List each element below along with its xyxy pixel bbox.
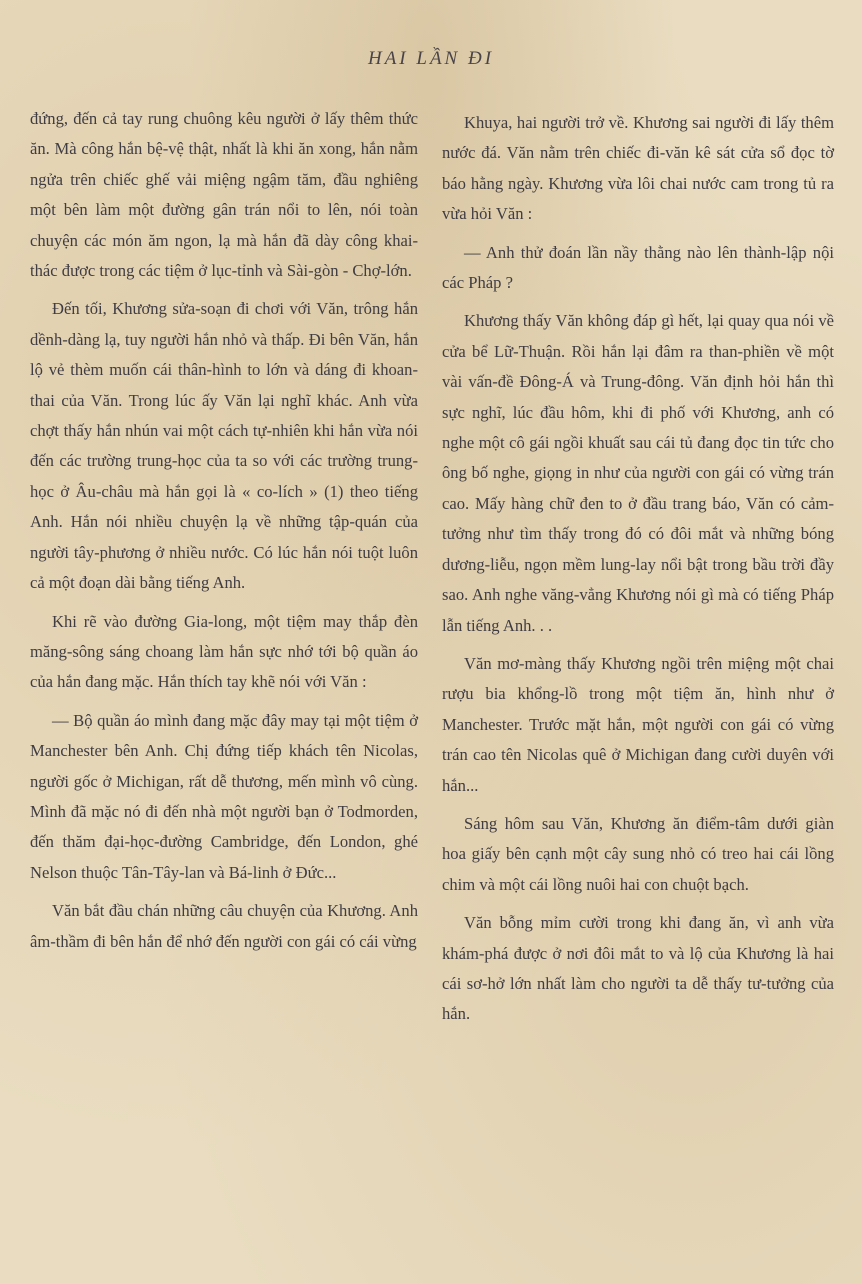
paragraph: Đến tối, Khương sửa-soạn đi chơi với Văn, trông hắn dềnh-dàng lạ, tuy người hắn nhỏ và thấp. Đi bên Văn, hắn lộ vẻ thèm muốn cái thân-hình to lớn và dáng đi khoan-thai của Văn. Trong lúc ấy Văn lại nghĩ khác. Anh vừa chợt thấy hắn nhún vai một cách tự-nhiên khi hắn vừa nói đến các trường trung-học của ta so với các trường trung-học ở Âu-châu mà hắn gọi là « co-lích » (1) theo tiếng Anh. Hắn nói nhiều chuyện lạ về những tập-quán của người tây-phương ở nhiều nước. Có lúc hắn nói tuột luôn cả một đoạn dài bằng tiếng Anh. xyxy=(30,299,418,593)
paragraph: đứng, đến cả tay rung chuông kêu người ở lấy thêm thức ăn. Mà công hắn bệ-vệ thật, nhất là khi ăn xong, hắn nằm ngửa trên chiếc ghế vải miệng ngậm tăm, đầu nghiêng một bên làm một đường gân trán nổi to lên, nói toàn chuyện các món ăm ngon, lạ mà hắn đã dày công khai-thác được trong các tiệm ở lục-tỉnh và Sài-gòn - Chợ-lớn. xyxy=(30,109,418,281)
right-column xyxy=(442,108,834,1038)
left-column xyxy=(30,104,418,965)
paragraph: — Bộ quần áo mình đang mặc đây may tại một tiệm ở Manchester bên Anh. Chị đứng tiếp khách tên Nicolas, người gốc ở Michigan, rất dễ thương, mến mình vô cùng. Mình đã mặc nó đi đến nhà một người bạn ở Todmorden, đến thăm đại-học-đường Cambridge, đến London, ghé Nelson thuộc Tân-Tây-lan và Bá-linh ở Đức... xyxy=(30,710,418,882)
paragraph: — Anh thử đoán lần nầy thằng nào lên thành-lập nội các Pháp ? xyxy=(442,242,834,293)
paragraph: Sáng hôm sau Văn, Khương ăn điểm-tâm dưới giàn hoa giấy bên cạnh một cây sung nhỏ có treo hai cái lồng chim và một cái lồng nuôi hai con chuột bạch. xyxy=(442,813,834,894)
paragraph: Văn bỗng mỉm cười trong khi đang ăn, vì anh vừa khám-phá được ở nơi đôi mắt to và lộ của Khương là hai cái sơ-hở lớn nhất làm cho người ta dễ thấy tư-tưởng của hắn. xyxy=(442,913,834,1024)
paragraph: Khi rẽ vào đường Gia-long, một tiệm may thắp đèn măng-sông sáng choang làm hắn sực nhớ tới bộ quần áo của hắn đang mặc. Hắn thích tay khẽ nói với Văn : xyxy=(30,611,418,692)
paragraph: Văn mơ-màng thấy Khương ngồi trên miệng một chai rượu bia khổng-lồ trong một tiệm ăn, hình như ở Manchester. Trước mặt hắn, một người con gái có vừng trán cao tên Nicolas quê ở Michigan đang cười duyên với hắn... xyxy=(442,653,834,795)
paragraph: Văn bắt đầu chán những câu chuyện của Khương. Anh âm-thầm đi bên hắn để nhớ đến người con gái có cái vừng xyxy=(30,901,418,951)
running-header: HAI LẦN ĐI xyxy=(367,48,495,69)
paragraph: Khương thấy Văn không đáp gì hết, lại quay qua nói về cửa bể Lữ-Thuận. Rồi hắn lại đâm ra than-phiền về một vài vấn-đề Đông-Á và Trung-đông. Văn định hỏi hắn thì sực nghĩ, lúc đầu hôm, khi đi phố với Khương, anh có nghe một cô gái ngồi khuất sau cái tủ đang đọc tin tức cho ông bố nghe, giọng in như của người con gái có vừng trán cao. Mấy hàng chữ đen to ở đầu trang báo, Văn có cảm-tưởng như tìm thấy trong đó có đôi mắt và những bóng dương-liễu, ngọn mềm lung-lay nổi bật trong bầu trời đầy sao. Anh nghe văng-vẳng Khương nói gì mà có tiếng Pháp lẫn tiếng Anh. . . xyxy=(442,311,834,635)
paragraph: Khuya, hai người trở về. Khương sai người đi lấy thêm nước đá. Văn nằm trên chiếc đi-văn kê sát cửa sổ đọc tờ báo hằng ngày. Khương vừa lôi chai nước cam trong tủ ra vừa hỏi Văn : xyxy=(442,113,834,224)
